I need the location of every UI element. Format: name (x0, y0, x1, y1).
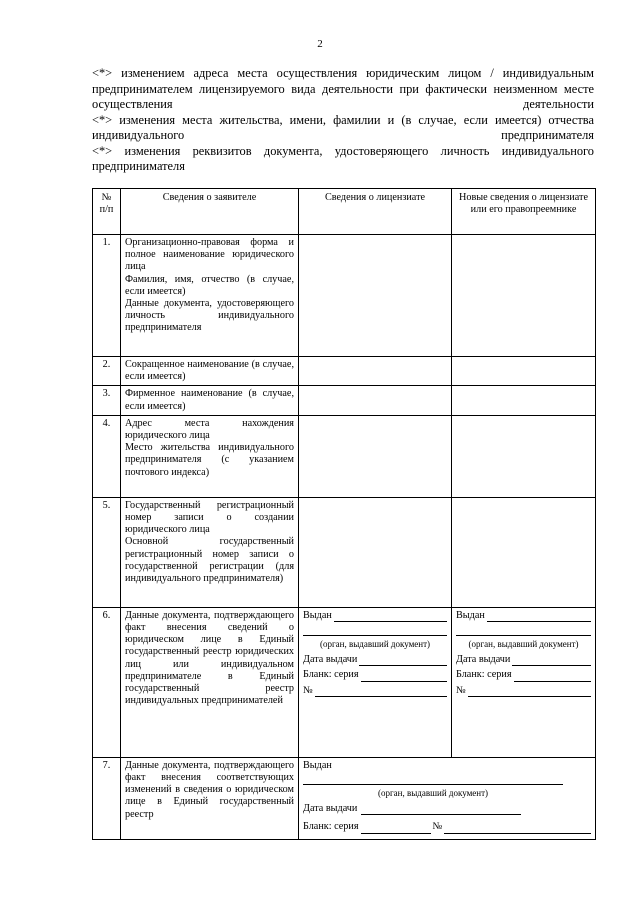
table-row (93, 357, 596, 386)
row-number: 6. (93, 607, 121, 757)
issued-field[interactable]: Выдан (303, 610, 447, 622)
table-row (93, 415, 596, 497)
licensee-info-table (92, 188, 596, 840)
row-label (121, 607, 299, 757)
row-label (121, 757, 299, 839)
licensee-cell[interactable] (299, 415, 452, 497)
merged-doc-cell (299, 757, 596, 839)
issuer-line[interactable] (303, 774, 563, 785)
row-number: 3. (93, 386, 121, 415)
intro-item-identity-doc: <*> изменения реквизитов документа, удостоверяющего личность индивидуального предпринимателя (92, 143, 594, 173)
row-number: 5. (93, 497, 121, 607)
table-row (93, 757, 596, 839)
row-label-line: Место жительства индивидуального предпринимателя (с указанием почтового индекса) (125, 442, 294, 478)
header-new-licensee: Новые сведения о лицензиате или его правопреемнике (452, 189, 596, 235)
licensee-cell[interactable] (299, 235, 452, 357)
table-header-row (93, 189, 596, 235)
row-label-line: Основной государственный регистрационный номер записи о государственной регистрации (для индивидуального предпринимателя) (125, 536, 294, 585)
row-label (121, 415, 299, 497)
form-series-number-field[interactable]: Бланк: серия № (303, 821, 591, 833)
header-num: № п/п (93, 189, 121, 235)
row-label (121, 497, 299, 607)
number-field[interactable]: № (456, 685, 591, 697)
new-licensee-cell[interactable] (452, 235, 596, 357)
row-label-line: Организационно-правовая форма и полное наименование юридического лица (125, 237, 294, 273)
licensee-cell[interactable] (299, 497, 452, 607)
table-row (93, 497, 596, 607)
table-row (93, 607, 596, 757)
form-series-field[interactable]: Бланк: серия (303, 669, 447, 681)
licensee-cell[interactable] (299, 386, 452, 415)
new-licensee-cell[interactable] (452, 386, 596, 415)
row-label-line: Фирменное наименование (в случае, если имеется) (125, 388, 294, 412)
number-field[interactable]: № (303, 685, 447, 697)
page-number: 2 (317, 38, 323, 50)
row-label (121, 235, 299, 357)
table-row (93, 386, 596, 415)
table-row (93, 235, 596, 357)
issue-date-field[interactable]: Дата выдачи (456, 654, 591, 666)
form-series-field[interactable]: Бланк: серия (456, 669, 591, 681)
intro-text (92, 66, 594, 175)
row-label (121, 386, 299, 415)
row-label-line: Фамилия, имя, отчество (в случае, если имеется) (125, 273, 294, 297)
row-label-line: Данные документа, подтверждающего факт внесения соответствующих изменений в сведения о юридическом лице в Единый государственный реестр (125, 759, 294, 820)
issuer-note: (орган, выдавший документ) (468, 639, 579, 650)
issuer-line[interactable] (303, 625, 447, 636)
new-licensee-doc-cell (452, 607, 596, 757)
issue-date-field[interactable]: Дата выдачи (303, 803, 591, 815)
issued-field[interactable]: Выдан (456, 610, 591, 622)
row-number: 1. (93, 235, 121, 357)
new-licensee-cell[interactable] (452, 497, 596, 607)
row-label (121, 357, 299, 386)
licensee-cell[interactable] (299, 357, 452, 386)
intro-item-address: <*> изменением адреса места осуществления юридическим лицом / индивидуальным предпринимателем лицензируемого вида деятельности при фактически неизменном месте осуществления деятельности (92, 66, 594, 111)
row-label-line: Адрес места нахождения юридического лица (125, 417, 294, 442)
row-number: 4. (93, 415, 121, 497)
new-licensee-cell[interactable] (452, 415, 596, 497)
header-licensee: Сведения о лицензиате (299, 189, 452, 235)
row-label-line: Данные документа, удостоверяющего личность индивидуального предпринимателя (125, 298, 294, 334)
row-number: 2. (93, 357, 121, 386)
header-applicant: Сведения о заявителе (121, 189, 299, 235)
row-number: 7. (93, 757, 121, 839)
issuer-line[interactable] (456, 625, 591, 636)
row-label-line: Данные документа, подтверждающего факт внесения сведений о юридическом лице в Единый государственный реестр юридических лиц или индивидуальном предпринимателе в Единый государственный реестр индивидуальных предпринимателей (125, 609, 294, 707)
issuer-note: (орган, выдавший документ) (319, 639, 431, 650)
row-label-line: Государственный регистрационный номер записи о создании юридического лица (125, 499, 294, 536)
intro-item-residence: <*> изменения места жительства, имени, фамилии и (в случае, если имеется) отчества индивидуального предпринимателя (92, 112, 594, 142)
row-label-line: Сокращенное наименование (в случае, если имеется) (125, 359, 294, 383)
issued-label: Выдан (303, 759, 332, 771)
issuer-note: (орган, выдавший документ) (377, 788, 489, 799)
licensee-doc-cell (299, 607, 452, 757)
issue-date-field[interactable]: Дата выдачи (303, 654, 447, 666)
new-licensee-cell[interactable] (452, 357, 596, 386)
